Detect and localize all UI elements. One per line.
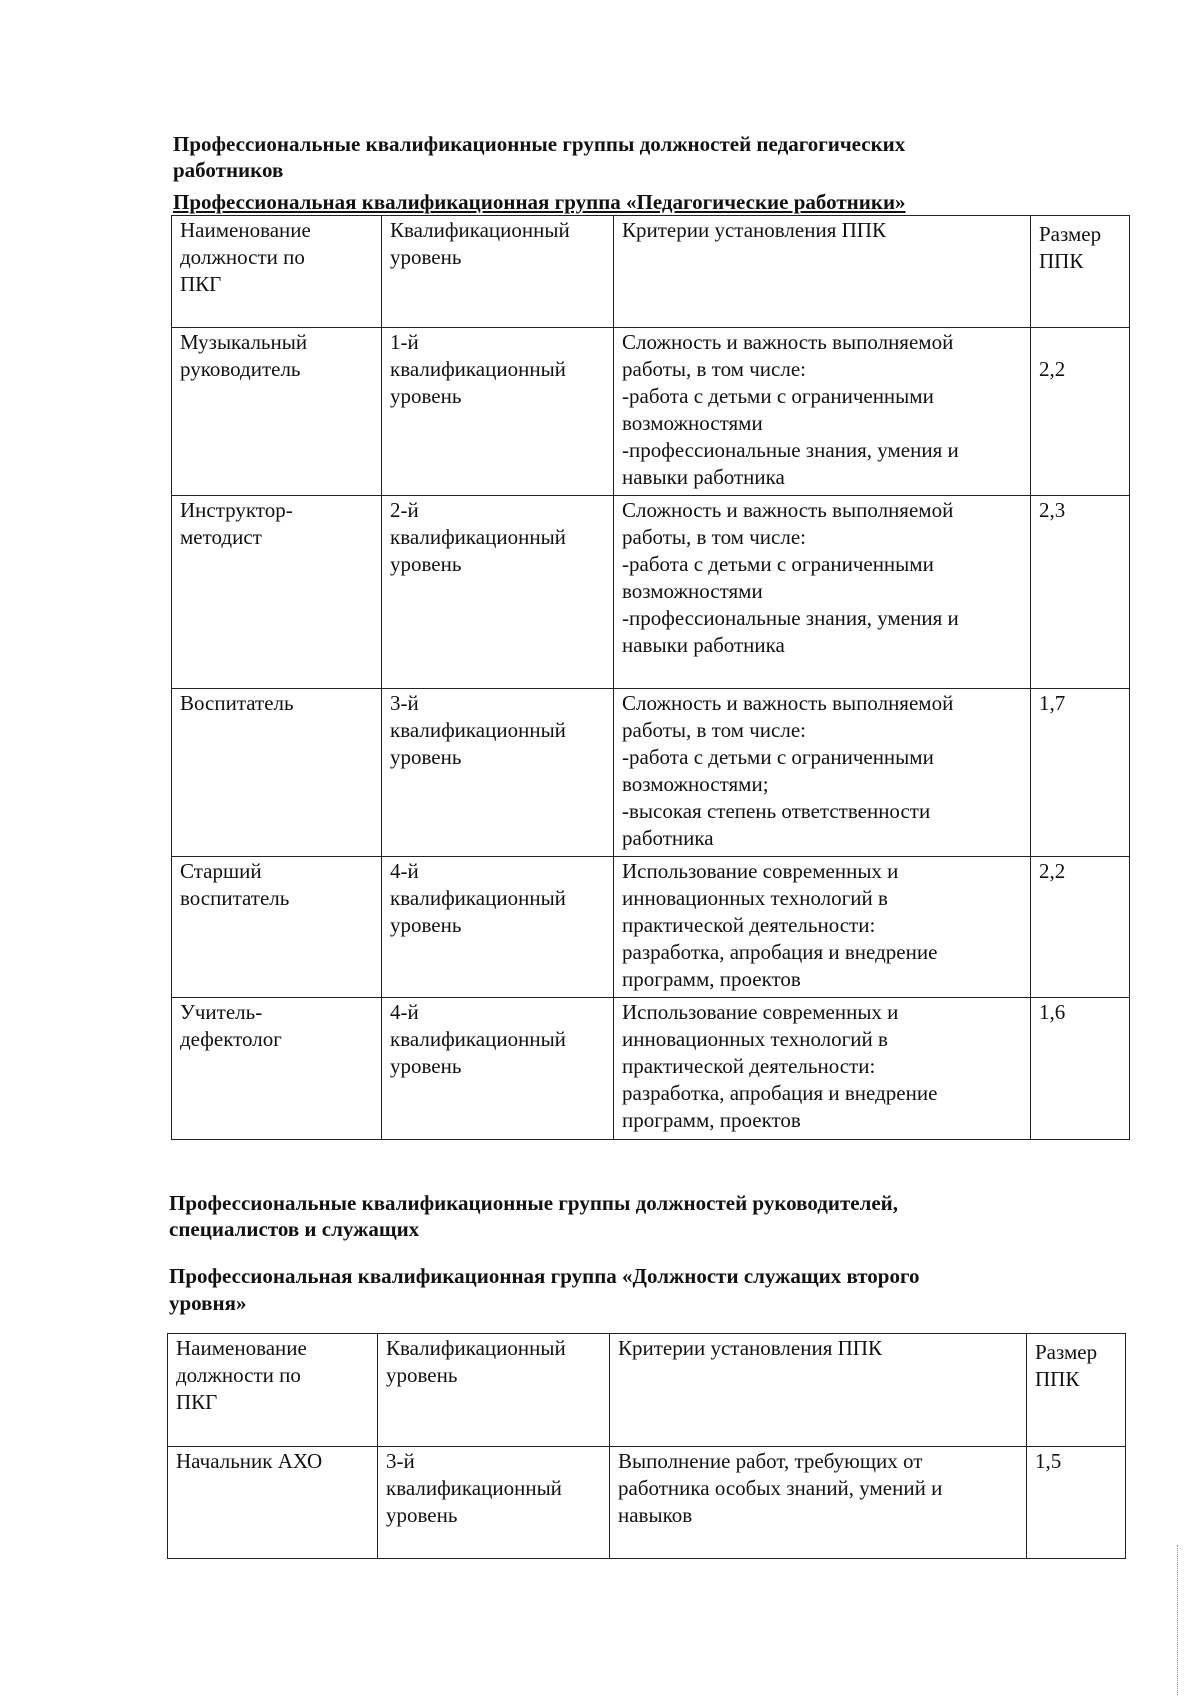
cell-criteria: Использование современных и инновационных технологий в практической деятельности: разработка, апробация и внедрение программ, проектов xyxy=(614,857,1031,998)
cell-size: 2,2 xyxy=(1031,857,1130,998)
header-cell-size: Размер ППК xyxy=(1031,216,1130,328)
cell-position: Инструктор- методист xyxy=(172,496,382,689)
table-row xyxy=(168,1447,1126,1559)
header-cell-size: Размер ППК xyxy=(1027,1334,1126,1447)
section1-heading-line2: работников xyxy=(173,158,284,182)
header-cell-level: Квалификационный уровень xyxy=(378,1334,610,1447)
scan-edge-mark xyxy=(1177,1545,1178,1695)
header-cell-position: Наименование должности по ПКГ xyxy=(168,1334,378,1447)
cell-size: 2,3 xyxy=(1031,496,1130,689)
cell-size: 2,2 xyxy=(1031,328,1130,496)
cell-position: Старший воспитатель xyxy=(172,857,382,998)
pkg-pedagogical-table xyxy=(171,215,1130,1140)
cell-criteria: Использование современных и инновационных технологий в практической деятельности: разработка, апробация и внедрение программ, проектов xyxy=(614,998,1031,1140)
header-cell-criteria: Критерии установления ППК xyxy=(614,216,1031,328)
section1-heading-line1: Профессиональные квалификационные группы должностей педагогических xyxy=(173,132,906,156)
header-cell-criteria: Критерии установления ППК xyxy=(610,1334,1027,1447)
cell-criteria: Сложность и важность выполняемой работы, в том числе: -работа с детьми с ограниченными возможностями; -высокая степень ответственности работника xyxy=(614,689,1031,857)
cell-size: 1,7 xyxy=(1031,689,1130,857)
cell-level: 3-й квалификационный уровень xyxy=(382,689,614,857)
table-row xyxy=(172,328,1130,496)
section2-heading-line1: Профессиональные квалификационные группы должностей руководителей, xyxy=(169,1191,899,1215)
cell-criteria: Выполнение работ, требующих от работника особых знаний, умений и навыков xyxy=(610,1447,1027,1559)
cell-level: 4-й квалификационный уровень xyxy=(382,857,614,998)
table-row xyxy=(172,857,1130,998)
section1-subheading: Профессиональная квалификационная группа «Педагогические работники» xyxy=(173,190,906,214)
cell-criteria: Сложность и важность выполняемой работы, в том числе: -работа с детьми с ограниченными возможностями -профессиональные знания, умения и навыки работника xyxy=(614,496,1031,689)
cell-level: 4-й квалификационный уровень xyxy=(382,998,614,1140)
cell-position: Начальник АХО xyxy=(168,1447,378,1559)
table-header-row xyxy=(168,1334,1126,1447)
section2-heading-line2: специалистов и служащих xyxy=(169,1217,420,1241)
table-row xyxy=(172,998,1130,1140)
table-row xyxy=(172,689,1130,857)
cell-size: 1,6 xyxy=(1031,998,1130,1140)
cell-position: Музыкальный руководитель xyxy=(172,328,382,496)
section2-subheading-line2: уровня» xyxy=(169,1291,247,1315)
section2-subheading-line1: Профессиональная квалификационная группа «Должности служащих второго xyxy=(169,1264,920,1288)
cell-level: 2-й квалификационный уровень xyxy=(382,496,614,689)
cell-level: 3-й квалификационный уровень xyxy=(378,1447,610,1559)
header-cell-position: Наименование должности по ПКГ xyxy=(172,216,382,328)
cell-position: Воспитатель xyxy=(172,689,382,857)
cell-size: 1,5 xyxy=(1027,1447,1126,1559)
cell-level: 1-й квалификационный уровень xyxy=(382,328,614,496)
table-row xyxy=(172,496,1130,689)
cell-criteria: Сложность и важность выполняемой работы, в том числе: -работа с детьми с ограниченными возможностями -профессиональные знания, умения и навыки работника xyxy=(614,328,1031,496)
table-header-row xyxy=(172,216,1130,328)
cell-position: Учитель- дефектолог xyxy=(172,998,382,1140)
pkg-employees-table xyxy=(167,1333,1126,1559)
header-cell-level: Квалификационный уровень xyxy=(382,216,614,328)
